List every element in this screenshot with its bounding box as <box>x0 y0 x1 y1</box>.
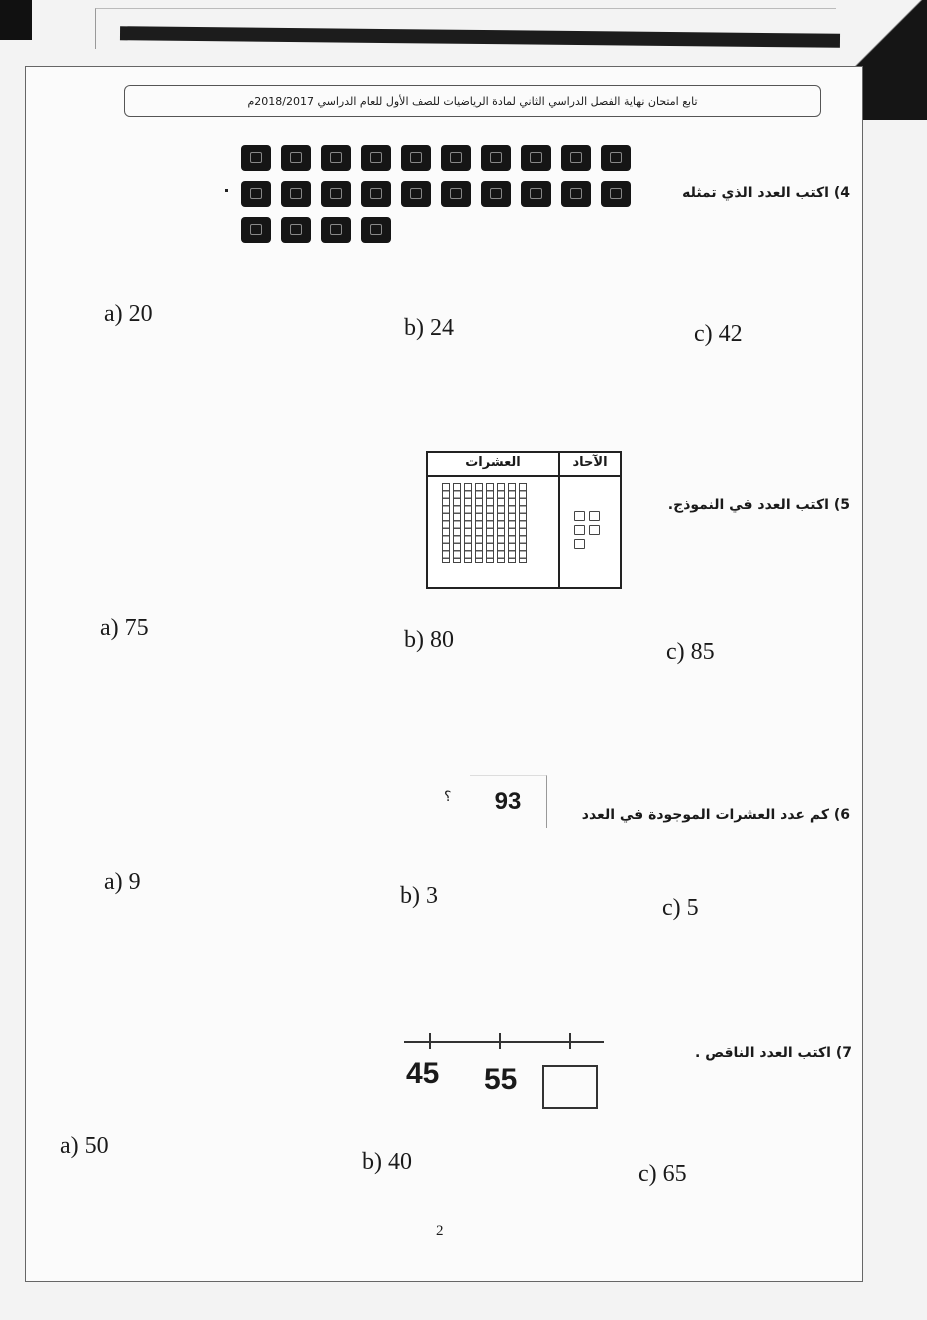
one-unit <box>589 511 600 521</box>
one-unit <box>574 511 585 521</box>
unit-cube <box>441 181 471 207</box>
cube-row <box>241 145 641 171</box>
unit-cube <box>281 145 311 171</box>
unit-cube <box>241 145 271 171</box>
ten-rod <box>442 483 450 563</box>
q4-option-a[interactable]: a) 20 <box>104 301 153 327</box>
q6-number-box: 93 <box>470 775 547 828</box>
number-line-value-2: 55 <box>484 1063 518 1096</box>
number-line <box>404 1041 604 1043</box>
ten-rod <box>486 483 494 563</box>
ten-rod <box>497 483 505 563</box>
ones-header: الآحاد <box>572 455 608 470</box>
unit-cube <box>321 181 351 207</box>
cube-row <box>241 217 641 243</box>
ten-rod <box>453 483 461 563</box>
stray-dot <box>225 189 228 192</box>
q6-question-mark: ؟ <box>444 789 452 805</box>
unit-cube <box>241 181 271 207</box>
ten-rod <box>464 483 472 563</box>
photo-shadow-top-left <box>0 0 32 40</box>
q5-option-c[interactable]: c) 85 <box>666 639 715 665</box>
unit-cube <box>321 217 351 243</box>
unit-cube <box>521 181 551 207</box>
ones-units <box>574 511 604 549</box>
unit-cube <box>361 217 391 243</box>
unit-cube <box>281 217 311 243</box>
tens-header: العشرات <box>465 455 521 470</box>
cube-row <box>241 181 641 207</box>
q4-cubes <box>241 145 641 253</box>
place-value-model <box>426 451 622 589</box>
q4-option-b[interactable]: b) 24 <box>404 315 454 341</box>
unit-cube <box>441 145 471 171</box>
q7-option-c[interactable]: c) 65 <box>638 1161 687 1187</box>
unit-cube <box>321 145 351 171</box>
one-unit <box>574 539 585 549</box>
model-header-line <box>428 475 620 477</box>
q5-option-b[interactable]: b) 80 <box>404 627 454 653</box>
number-line-tick <box>429 1033 431 1049</box>
unit-cube <box>561 145 591 171</box>
unit-cube <box>361 181 391 207</box>
unit-cube <box>401 145 431 171</box>
exam-page <box>25 66 863 1282</box>
unit-cube <box>281 181 311 207</box>
unit-cube <box>601 145 631 171</box>
page-number: 2 <box>436 1223 444 1239</box>
unit-cube <box>481 181 511 207</box>
unit-cube <box>521 145 551 171</box>
unit-cube <box>481 145 511 171</box>
exam-header <box>124 85 821 117</box>
ten-rod <box>508 483 516 563</box>
exam-header-text: تابع امتحان نهاية الفصل الدراسي الثاني لمادة الرياضيات للصف الأول للعام الدراسي 2018/2017م <box>247 94 698 108</box>
q6-option-a[interactable]: a) 9 <box>104 869 141 895</box>
ten-rod <box>519 483 527 563</box>
q6-option-b[interactable]: b) 3 <box>400 883 438 909</box>
unit-cube <box>561 181 591 207</box>
number-line-value-1: 45 <box>406 1057 440 1090</box>
q7-option-b[interactable]: b) 40 <box>362 1149 412 1175</box>
unit-cube <box>361 145 391 171</box>
q7-option-a[interactable]: a) 50 <box>60 1133 109 1159</box>
one-unit <box>589 525 600 535</box>
q6-option-c[interactable]: c) 5 <box>662 895 699 921</box>
unit-cube <box>241 217 271 243</box>
number-line-tick <box>499 1033 501 1049</box>
question-4-text: 4) اكتب العدد الذي تمثله <box>682 185 850 201</box>
q5-option-a[interactable]: a) 75 <box>100 615 149 641</box>
ten-rod <box>475 483 483 563</box>
missing-number-box[interactable] <box>542 1065 598 1109</box>
question-7-text: 7) اكتب العدد الناقص . <box>695 1045 852 1061</box>
one-unit <box>574 525 585 535</box>
question-6-text: 6) كم عدد العشرات الموجودة في العدد <box>581 807 850 823</box>
number-line-tick <box>569 1033 571 1049</box>
question-5-text: 5) اكتب العدد في النموذج. <box>667 497 850 513</box>
model-divider <box>558 453 560 587</box>
q4-option-c[interactable]: c) 42 <box>694 321 743 347</box>
unit-cube <box>601 181 631 207</box>
tens-rods <box>442 483 527 563</box>
unit-cube <box>401 181 431 207</box>
